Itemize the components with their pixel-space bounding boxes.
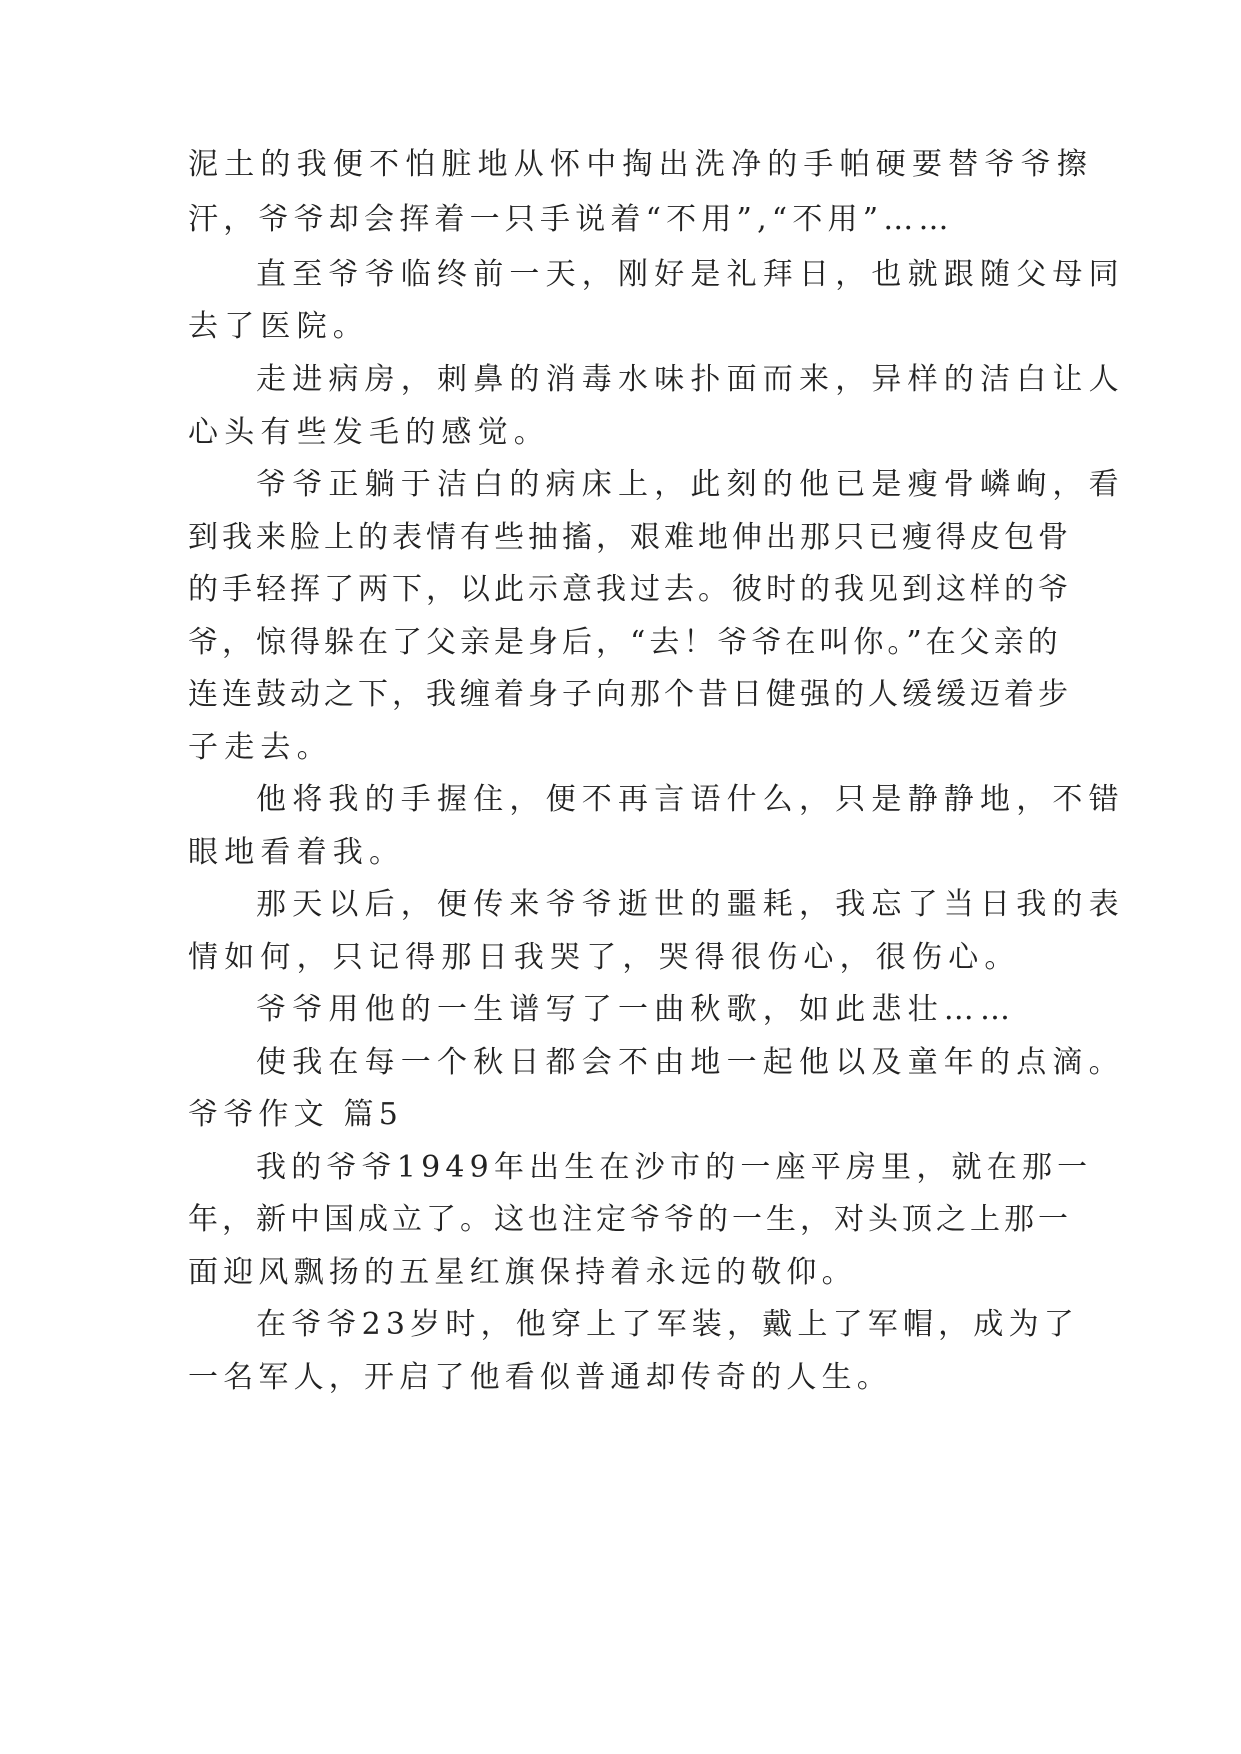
text-line: 连连鼓动之下，我缠着身子向那个昔日健强的人缓缓迈着步: [188, 677, 1072, 712]
text-line: 一名军人，开启了他看似普通却传奇的人生。: [188, 1360, 892, 1395]
text-line: 在爷爷23岁时，他穿上了军装，戴上了军帽，成为了: [256, 1307, 1079, 1342]
text-line: 去了医院。: [188, 309, 369, 344]
text-line: 心头有些发毛的感觉。: [188, 415, 550, 450]
text-line: 爷，惊得躲在了父亲是身后，“去！爷爷在叫你。”在父亲的: [188, 625, 1062, 660]
text-line: 到我来脸上的表情有些抽搐，艰难地伸出那只已瘦得皮包骨: [188, 520, 1072, 555]
text-line: 的手轻挥了两下，以此示意我过去。彼时的我见到这样的爷: [188, 572, 1072, 607]
text-line: 我的爷爷1949年出生在沙市的一座平房里，就在那一: [256, 1150, 1093, 1185]
text-line: 那天以后，便传来爷爷逝世的噩耗，我忘了当日我的表: [256, 887, 1125, 922]
text-line: 面迎风飘扬的五星红旗保持着永远的敬仰。: [188, 1255, 857, 1290]
text-line: 他将我的手握住，便不再言语什么，只是静静地，不错: [256, 782, 1125, 817]
text-line: 爷爷用他的一生谱写了一曲秋歌，如此悲壮……: [256, 992, 1017, 1027]
text-line: 爷爷正躺于洁白的病床上，此刻的他已是瘦骨嶙峋，看: [256, 467, 1125, 502]
text-line: 使我在每一个秋日都会不由地一起他以及童年的点滴。: [256, 1045, 1125, 1080]
text-line: 年，新中国成立了。这也注定爷爷的一生，对头顶之上那一: [188, 1202, 1072, 1237]
text-line: 泥土的我便不怕脏地从怀中掏出洗净的手帕硬要替爷爷擦: [188, 147, 1093, 182]
section-heading: 爷爷作文 篇5: [188, 1097, 404, 1132]
text-line: 子走去。: [188, 730, 333, 765]
text-line: 走进病房，刺鼻的消毒水味扑面而来，异样的洁白让人: [256, 362, 1125, 397]
text-line: 直至爷爷临终前一天，刚好是礼拜日，也就跟随父母同: [256, 257, 1125, 292]
text-line: 眼地看着我。: [188, 835, 406, 870]
text-line: 汗，爷爷却会挥着一只手说着“不用”,“不用”……: [188, 202, 954, 237]
text-line: 情如何，只记得那日我哭了，哭得很伤心，很伤心。: [188, 940, 1021, 975]
